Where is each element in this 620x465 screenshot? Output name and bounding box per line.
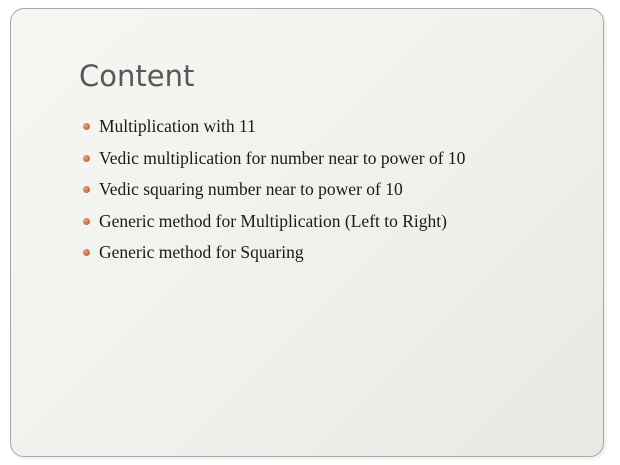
slide-frame <box>10 8 604 457</box>
bullet-text: Vedic multiplication for number near to power of 10 <box>99 147 466 168</box>
bullet-dot-icon <box>83 155 90 162</box>
bullet-dot-icon <box>83 186 90 193</box>
list-item <box>83 143 465 175</box>
bullet-text: Vedic squaring number near to power of 10 <box>99 179 403 200</box>
bullet-text: Multiplication with 11 <box>99 116 256 137</box>
bullet-dot-icon <box>83 249 90 256</box>
bullet-dot-icon <box>83 123 90 130</box>
bullet-dot-icon <box>83 218 90 225</box>
bullet-text: Generic method for Squaring <box>99 242 304 263</box>
list-item <box>83 206 465 238</box>
slide-title: Content <box>79 59 195 93</box>
list-item <box>83 111 465 143</box>
list-item <box>83 237 465 269</box>
bullet-list <box>83 111 465 269</box>
bullet-text: Generic method for Multiplication (Left to Right) <box>99 210 447 231</box>
list-item <box>83 174 465 206</box>
